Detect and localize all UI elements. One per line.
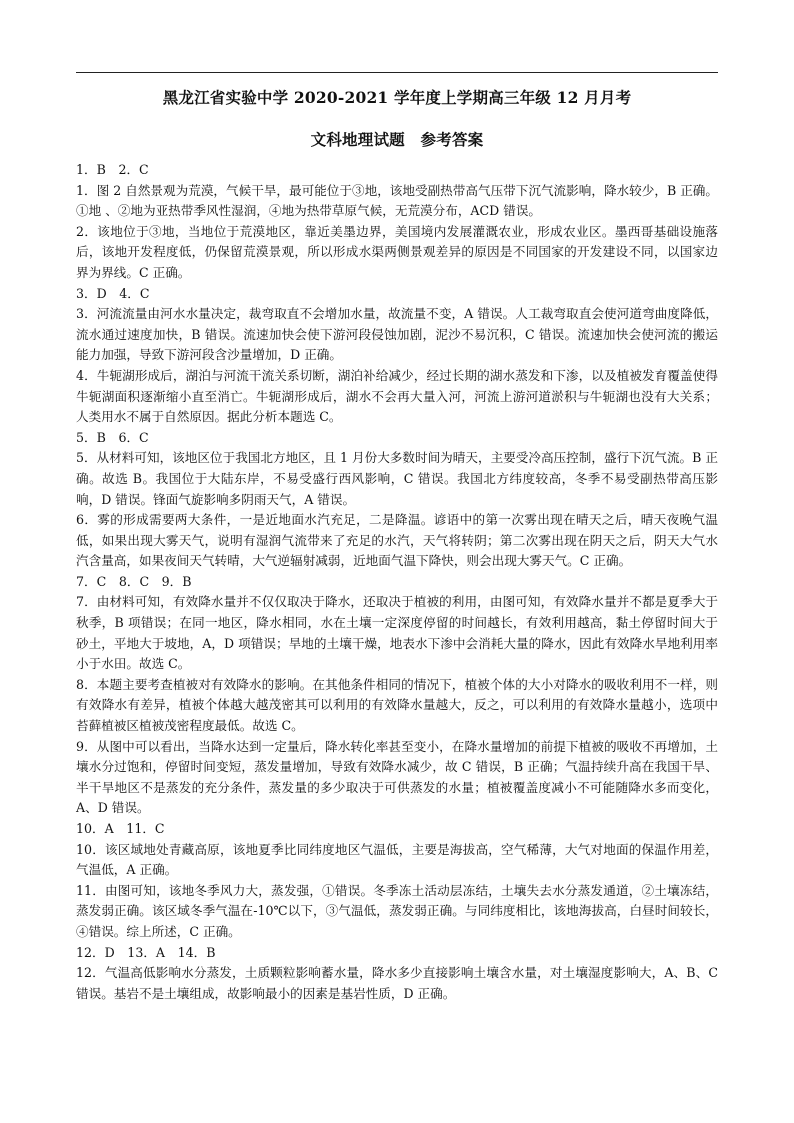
explanation-4: 4．牛轭湖形成后，湖泊与河流干流关系切断，湖泊补给减少，经过长期的湖水蒸发和下渗，以及植被发育覆盖使得牛轭湖面积逐渐缩小直至消亡。牛轭湖形成后，湖水不会再大量入河，河流上游河道淤积与牛轭湖也没有大关系；人类用水不属于自然原因。据此分析本题选 C。 [76, 367, 718, 425]
explanation-7: 7．由材料可知，有效降水量并不仅仅取决于降水，还取决于植被的利用，由图可知，有效降水量并不都是夏季大于秋季，B 项错误；在同一地区，降水相同，水在土壤一定深度停留的时间越长，有效利用越高，黏土停留时间大于砂土，平地大于坡地，A，D 项错误；旱地的土壤干燥，地表水下渗中会消耗大量的降水，因此有效降水旱地利用率小于水田。故选 C。 [76, 594, 718, 672]
explanation-6: 6．雾的形成需要两大条件，一是近地面水汽充足，二是降温。谚语中的第一次雾出现在晴天之后，晴天夜晚气温低，如果出现大雾天气，说明有湿润气流带来了充足的水汽，天气将转阴；第二次雾出现在阴天之后，阴天大气水汽含量高，如果夜间天气转晴，大气逆辐射减弱，近地面气温下降快，则会出现大雾天气。C 正确。 [76, 512, 718, 569]
answer-key-1-2: 1．B 2．C [76, 162, 149, 177]
explanation-1: 1．图 2 自然景观为荒漠，气候干旱，最可能位于③地，该地受副热带高气压带下沉气流影响，降水较少，B 正确。①地 、②地为亚热带季风性湿润，④地为热带草原气候，无荒漠分布，ACD 错误。 [76, 182, 718, 219]
explanation-12: 12．气温高低影响水分蒸发，土质颗粒影响蓄水量，降水多少直接影响土壤含水量，对土壤湿度影响大，A、B、C 错误。基岩不是土壤组成，故影响最小的因素是基岩性质，D 正确。 [76, 965, 718, 1001]
answer-key-10-11: 10．A 11．C [76, 821, 165, 836]
explanation-5: 5．从材料可知，该地区位于我国北方地区，且 1 月份大多数时间为晴天，主要受冷高压控制，盛行下沉气流。B 正确。故选 B。我国位于大陆东岸，不易受盛行西风影响，C 错误。我国北方纬度较高，冬季不易受副热带高压影响，D 错误。锋面气旋影响多阴雨天气，A 错误。 [76, 450, 718, 507]
answer-key-7-9: 7．C 8．C 9．B [76, 573, 192, 589]
explanation-11: 11．由图可知，该地冬季风力大，蒸发强，①错误。冬季冻土活动层冻结，土壤失去水分蒸发通道，②土壤冻结，蒸发弱正确。该区域冬季气温在-10℃以下，③气温低，蒸发弱正确。与同纬度相比，该地海拔高，白昼时间较长，④错误。综上所述，C 正确。 [76, 882, 718, 939]
document-subtitle: 文科地理试题 参考答案 [310, 130, 484, 149]
explanation-10: 10．该区域地处青藏高原，该地夏季比同纬度地区气温低，主要是海拔高，空气稀薄，大气对地面的保温作用差，气温低，A 正确。 [76, 841, 718, 878]
explanation-2: 2．该地位于③地，当地位于荒漠地区，靠近美墨边界，美国境内发展灌溉农业，形成农业区。墨西哥基础设施落后，该地开发程度低，仍保留荒漠景观，所以形成水渠两侧景观差异的原因是不同国家的开发建设不同，以国家边界为界线。C 正确。 [76, 223, 718, 280]
explanation-3: 3．河流流量由河水水量决定，裁弯取直不会增加水量，故流量不变，A 错误。人工裁弯取直会使河道弯曲度降低，流水通过速度加快，B 错误。流速加快会使下游河段侵蚀加剧，泥沙不易沉积，C 错误。流速加快会使河流的搬运能力加强，导致下游河段含沙量增加，D 正确。 [76, 306, 718, 363]
explanation-9: 9．从图中可以看出，当降水达到一定量后，降水转化率甚至变小，在降水量增加的前提下植被的吸收不再增加，土壤水分过饱和，停留时间变短，蒸发量增加，导致有效降水减少，故 C 错误，B 正确；气温持续升高在我国干旱、半干旱地区不是蒸发的充分条件，蒸发量的多少取决于可供蒸发的水量；植被覆盖度减小不可能随降水多而变化，A、D 错误。 [76, 738, 718, 816]
explanation-8: 8．本题主要考查植被对有效降水的影响。在其他条件相同的情况下，植被个体的大小对降水的吸收利用不一样，则有效降水有差异，植被个体越大越茂密其可以利用的有效降水量越大，反之，可以利用的有效降水量越小，选项中苔藓植被区植被茂密程度最低。故选 C。 [76, 676, 718, 734]
answer-body [76, 160, 718, 1004]
answer-key-12-14: 12．D 13．A 14．B [76, 944, 216, 960]
header-rule [76, 72, 718, 73]
document-title: 黑龙江省实验中学 2020-2021 学年度上学期高三年级 12 月月考 [162, 88, 632, 107]
answer-key-5-6: 5．B 6．C [76, 429, 149, 445]
answer-key-3-4: 3．D 4．C [76, 285, 150, 301]
